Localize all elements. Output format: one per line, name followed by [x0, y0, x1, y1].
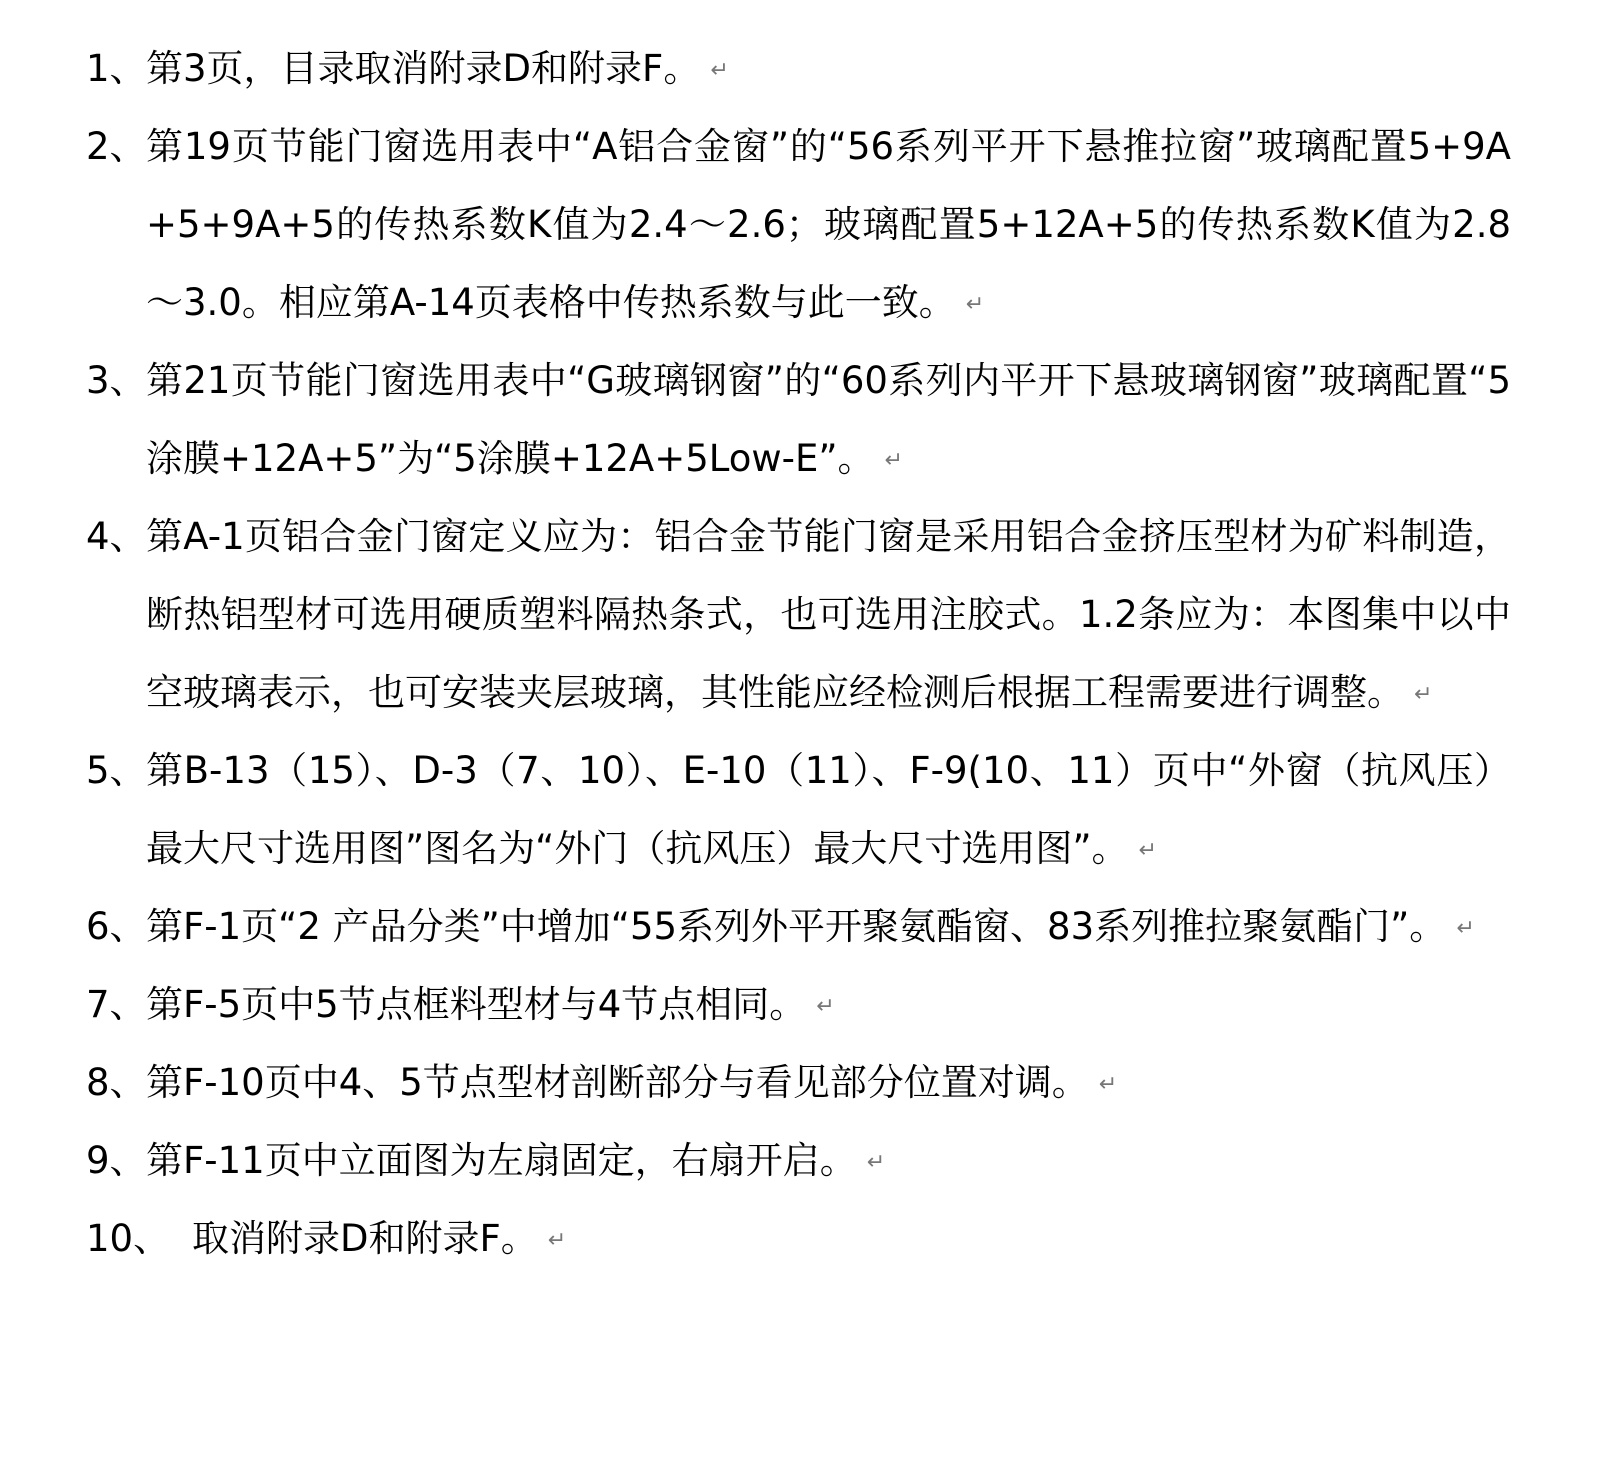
list-item: [86, 732, 1511, 888]
item-text: 第B-13（15）、D-3（7、10）、E-10（11）、F-9(10、11）页中“外窗（抗风压）最大尺寸选用图”图名为“外门（抗风压）最大尺寸选用图”。 ↵: [146, 749, 1511, 870]
list-item: [86, 888, 1511, 966]
paragraph-mark-icon: ↵: [1414, 681, 1433, 707]
list-item: [86, 498, 1511, 732]
list-item: [86, 966, 1511, 1044]
item-text: 第3页，目录取消附录D和附录F。 ↵: [146, 47, 729, 90]
list-item: [86, 1044, 1511, 1122]
item-number: 7、: [86, 983, 147, 1026]
item-text: 第F-11页中立面图为左扇固定，右扇开启。 ↵: [146, 1139, 886, 1182]
item-number: 4、: [86, 515, 147, 558]
item-text: 第F-1页“2 产品分类”中增加“55系列外平开聚氨酯窗、83系列推拉聚氨酯门”。 ↵: [146, 905, 1475, 948]
paragraph-mark-icon: ↵: [1456, 915, 1475, 941]
paragraph-mark-icon: ↵: [1098, 1071, 1118, 1097]
item-text: 第19页节能门窗选用表中“A铝合金窗”的“56系列平开下悬推拉窗”玻璃配置5+9A+5+9A+5的传热系数K值为2.4～2.6；玻璃配置5+12A+5的传热系数K值为2.8～3.0。相应第A-14页表格中传热系数与此一致。 ↵: [146, 125, 1511, 324]
item-number: 10、: [86, 1217, 171, 1260]
item-text: 第F-5页中5节点框料型材与4节点相同。 ↵: [146, 983, 835, 1026]
paragraph-mark-icon: ↵: [884, 447, 903, 473]
item-text: 第F-10页中4、5节点型材剖断部分与看见部分位置对调。 ↵: [146, 1061, 1118, 1104]
paragraph-mark-icon: ↵: [816, 993, 835, 1019]
paragraph-mark-icon: ↵: [965, 291, 985, 317]
list-item: [86, 108, 1511, 342]
list-item: [86, 342, 1511, 498]
paragraph-mark-icon: ↵: [1138, 837, 1157, 863]
item-number: 5、: [86, 749, 147, 792]
item-number: 9、: [86, 1139, 147, 1182]
paragraph-mark-icon: ↵: [547, 1227, 567, 1253]
item-number: 2、: [86, 125, 147, 168]
item-text: 取消附录D和附录F。 ↵: [192, 1217, 567, 1260]
item-text: 第A-1页铝合金门窗定义应为：铝合金节能门窗是采用铝合金挤压型材为矿料制造，断热铝型材可选用硬质塑料隔热条式，也可选用注胶式。1.2条应为：本图集中以中空玻璃表示，也可安装夹层玻璃，其性能应经检测后根据工程需要进行调整。 ↵: [146, 515, 1511, 714]
paragraph-mark-icon: ↵: [710, 57, 729, 83]
item-text: 第21页节能门窗选用表中“G玻璃钢窗”的“60系列内平开下悬玻璃钢窗”玻璃配置“5涂膜+12A+5”为“5涂膜+12A+5Low-E”。 ↵: [146, 359, 1511, 480]
item-number: 6、: [86, 905, 147, 948]
list-item: [86, 30, 1511, 108]
item-number: 3、: [86, 359, 147, 402]
list-item: [86, 1200, 1511, 1278]
item-number: 8、: [86, 1061, 147, 1104]
paragraph-mark-icon: ↵: [866, 1149, 886, 1175]
item-number: 1、: [86, 47, 147, 90]
list-item: [86, 1122, 1511, 1200]
